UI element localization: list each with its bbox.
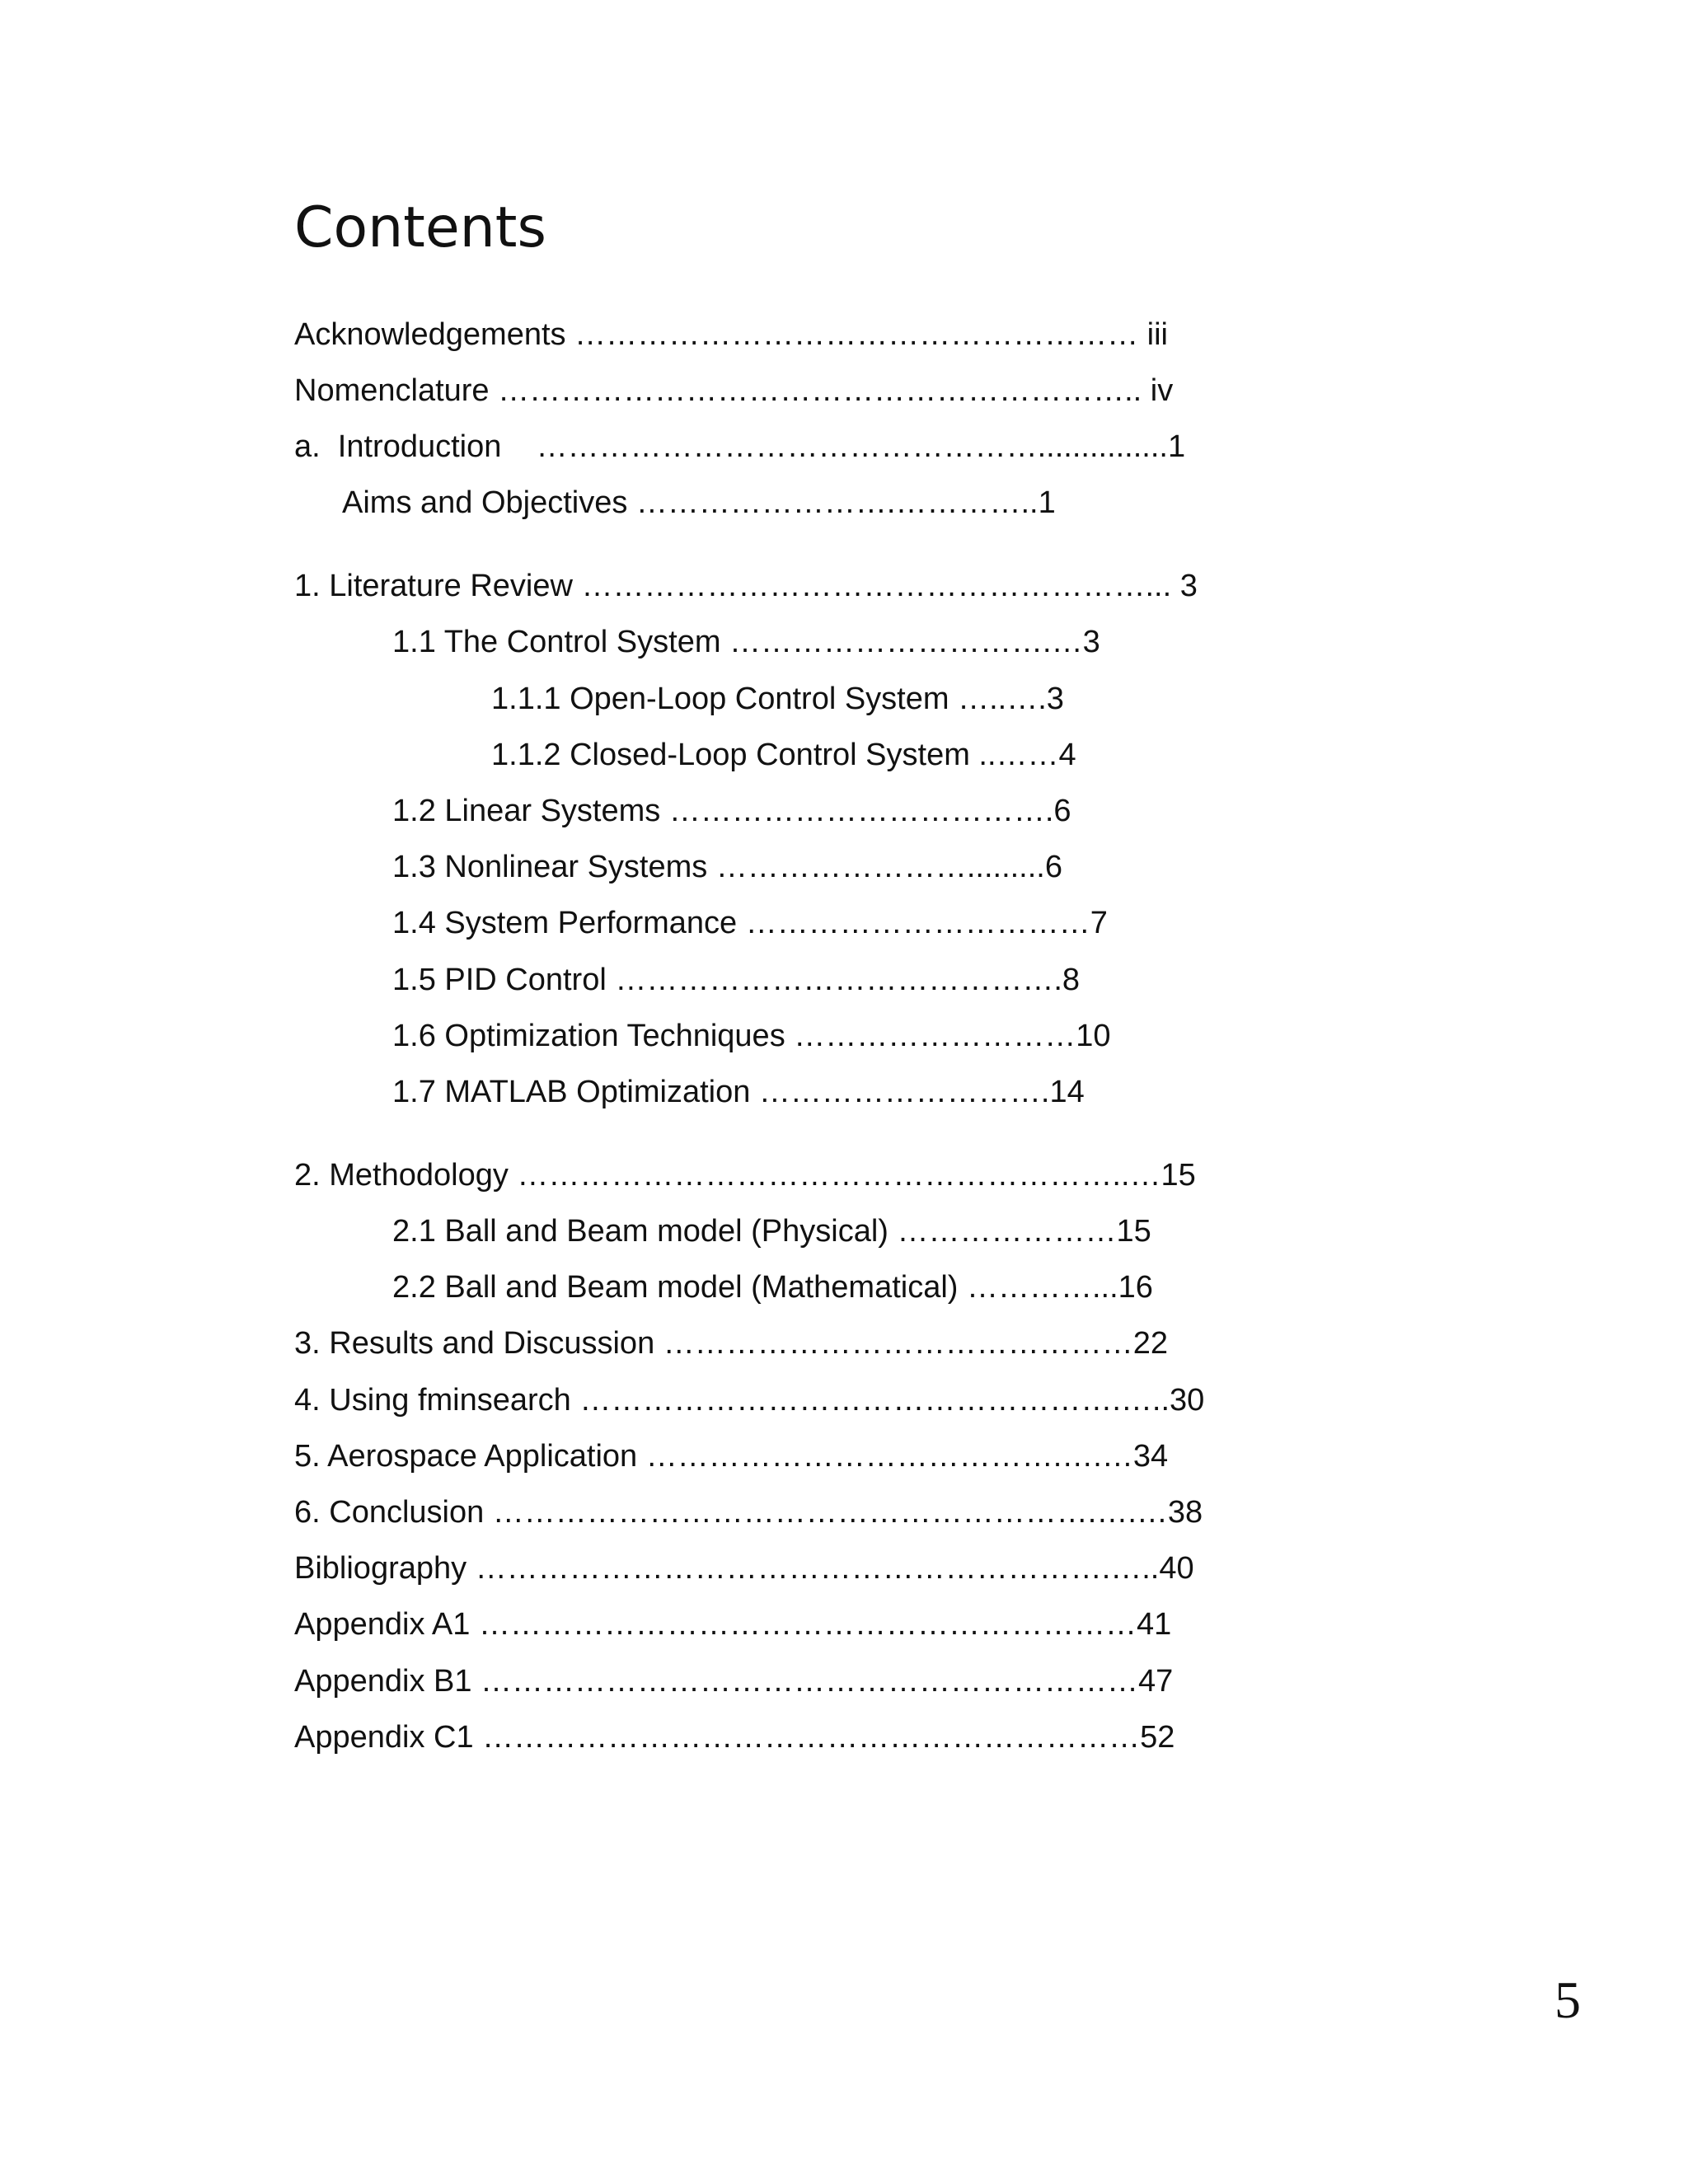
toc-entry-closed-loop: 1.1.2 Closed-Loop Control System ..……4 <box>491 738 1076 772</box>
toc-entry-linear-systems: 1.2 Linear Systems ……………………………….6 <box>392 794 1071 828</box>
toc-entry-system-performance: 1.4 System Performance ……………………………7 <box>392 906 1108 940</box>
toc-entry-acknowledgements: Acknowledgements ……………………………………………… iii <box>294 317 1168 352</box>
toc-entry-nonlinear-systems: 1.3 Nonlinear Systems …………………….........6 <box>392 850 1062 884</box>
toc-entry-matlab-optimization: 1.7 MATLAB Optimization ……………………….14 <box>392 1075 1085 1109</box>
toc-entry-ball-beam-mathematical: 2.2 Ball and Beam model (Mathematical) …………...16 <box>392 1270 1153 1305</box>
toc-entry-fminsearch: 4. Using fminsearch …………………………………………….…..30 <box>294 1383 1205 1418</box>
toc-entry-bibliography: Bibliography …………………………………………………….…..40 <box>294 1551 1194 1586</box>
toc-entry-aerospace-application: 5. Aerospace Application ………………………………….….…34 <box>294 1439 1169 1474</box>
page-title: Contents <box>294 195 546 260</box>
toc-entry-appendix-b1: Appendix B1 ………………………………………………………47 <box>294 1664 1174 1699</box>
toc-entry-appendix-a1: Appendix A1 ………………………………………………………41 <box>294 1607 1172 1642</box>
toc-entry-methodology: 2. Methodology …………………………………………………..…15 <box>294 1158 1196 1193</box>
toc-entry-optimization-techniques: 1.6 Optimization Techniques ………………………10 <box>392 1019 1111 1053</box>
toc-entry-conclusion: 6. Conclusion ………………………………………………….….…38 <box>294 1495 1203 1530</box>
toc-entry-nomenclature: Nomenclature …………………………………………………….. iv <box>294 373 1174 408</box>
toc-entry-ball-beam-physical: 2.1 Ball and Beam model (Physical) …………………15 <box>392 1214 1151 1249</box>
toc-entry-appendix-c1: Appendix C1 ………………………………………………………52 <box>294 1720 1175 1755</box>
toc-entry-results-discussion: 3. Results and Discussion ………………………………………22 <box>294 1326 1169 1361</box>
toc-entry-introduction: a. Introduction …………………………………………...............1 <box>294 429 1186 464</box>
toc-entry-control-system: 1.1 The Control System ………………………….…3 <box>392 625 1100 659</box>
toc-entry-pid-control: 1.5 PID Control …………………………………….8 <box>392 963 1081 997</box>
toc-entry-literature-review: 1. Literature Review ………………………………………………... 3 <box>294 569 1198 603</box>
toc-entry-open-loop: 1.1.1 Open-Loop Control System …..….3 <box>491 682 1064 716</box>
toc-entry-aims-objectives: Aims and Objectives …………………….…………..1 <box>342 485 1056 520</box>
page-number: 5 <box>1554 1971 1581 2029</box>
